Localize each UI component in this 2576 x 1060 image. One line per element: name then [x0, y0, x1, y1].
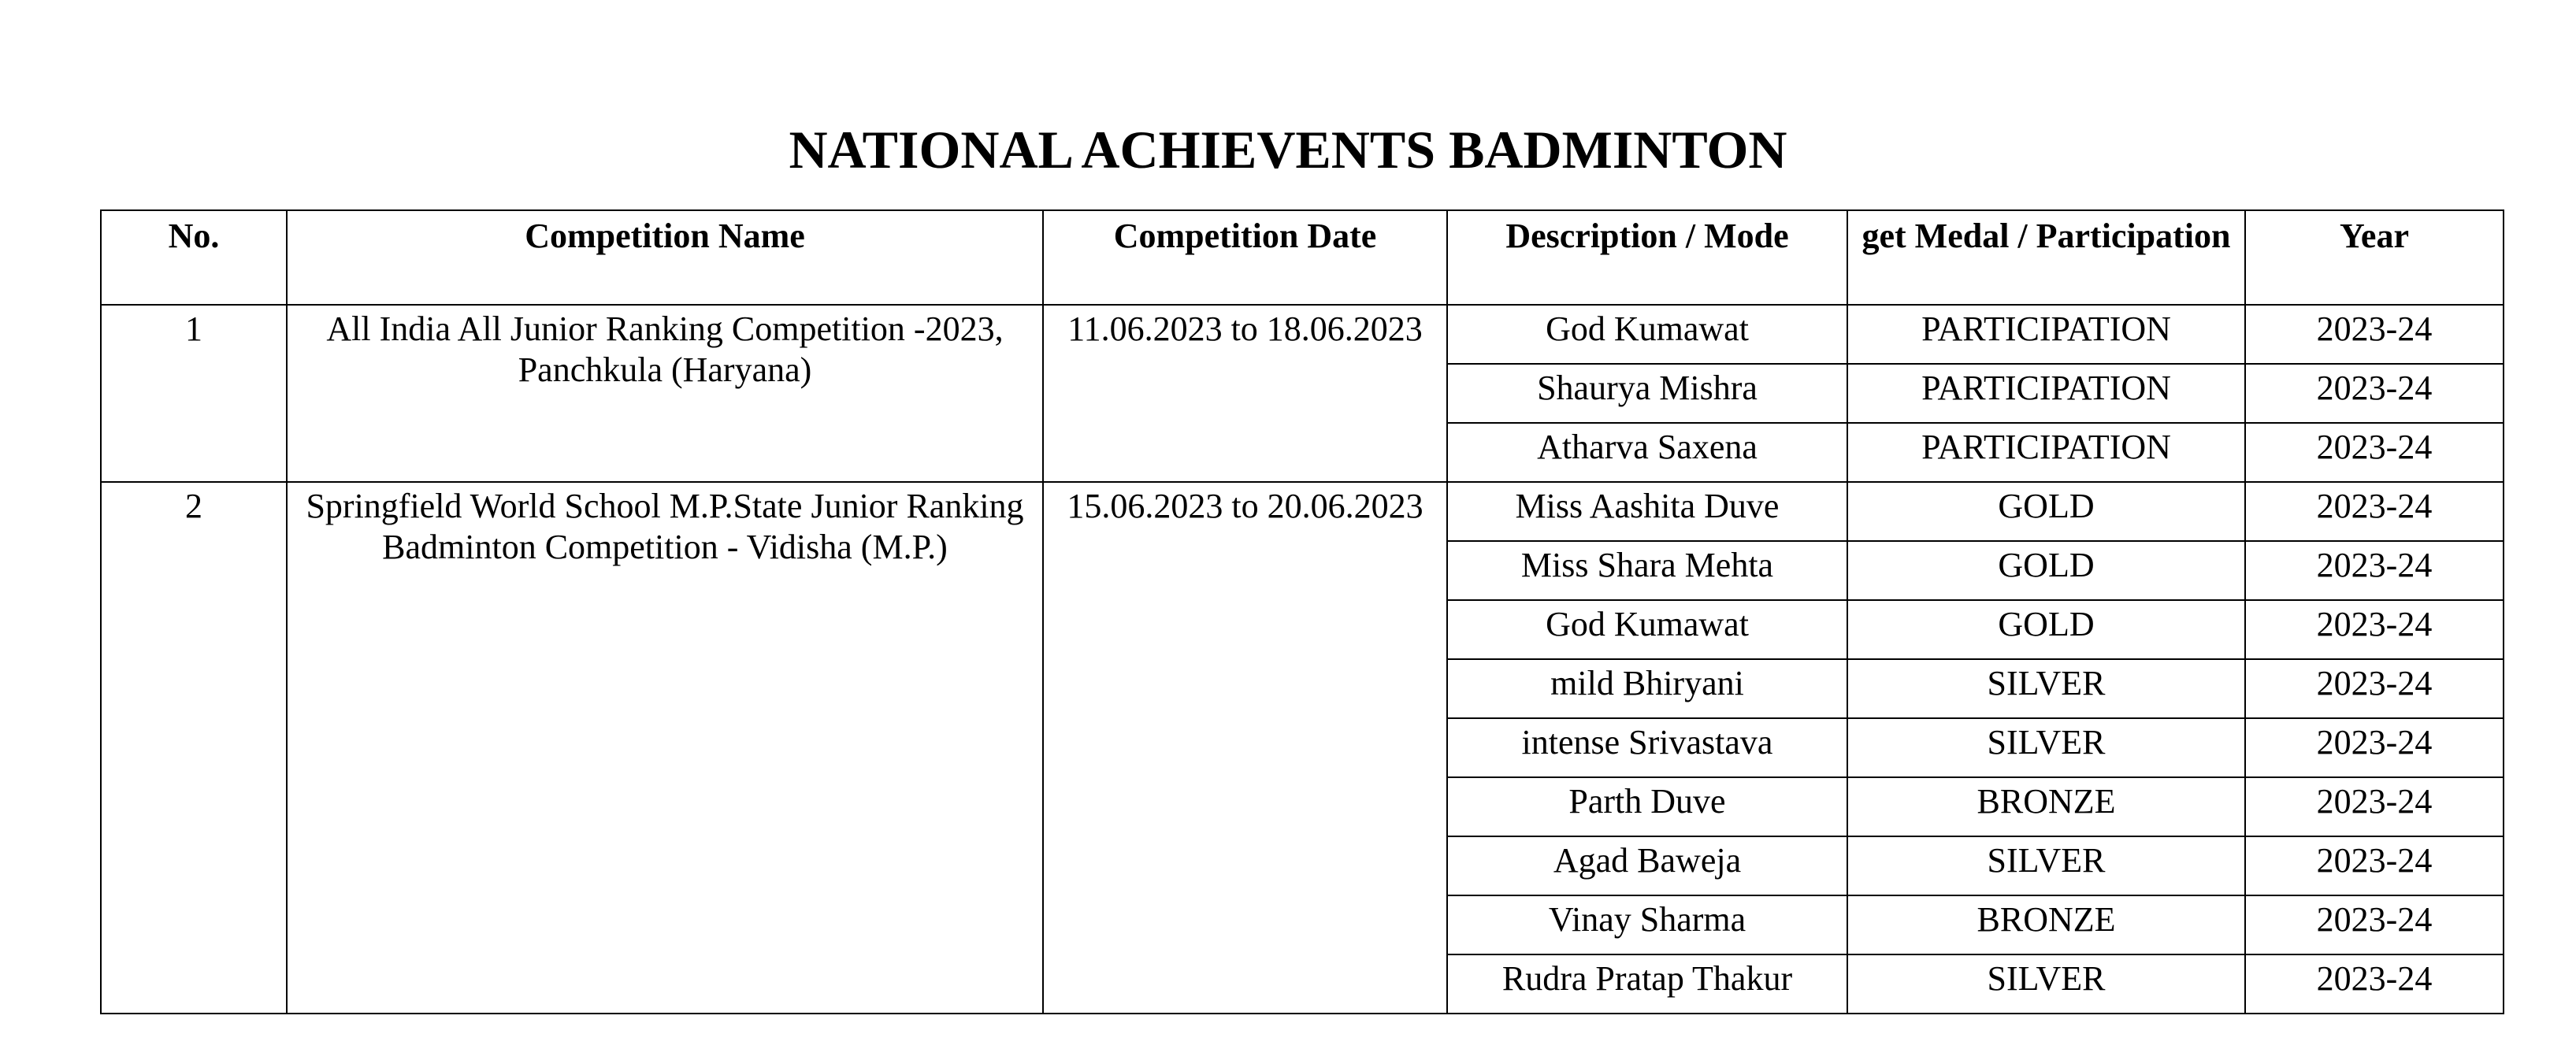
- page-title: NATIONAL ACHIEVENTS BADMINTON: [789, 120, 1787, 180]
- participant-name-cell: intense Srivastava: [1447, 718, 1847, 777]
- achievements-table: [100, 209, 2504, 1014]
- medal-cell: GOLD: [1847, 482, 2245, 541]
- medal-cell: SILVER: [1847, 954, 2245, 1014]
- participant-name-cell: Agad Baweja: [1447, 836, 1847, 895]
- header-competition-date: Competition Date: [1043, 210, 1447, 305]
- header-competition-name: Competition Name: [287, 210, 1043, 305]
- header-no: No.: [101, 210, 287, 305]
- header-year: Year: [2245, 210, 2504, 305]
- participant-name-cell: Atharva Saxena: [1447, 423, 1847, 482]
- year-cell: 2023-24: [2245, 364, 2504, 423]
- medal-cell: GOLD: [1847, 541, 2245, 600]
- participant-name-cell: mild Bhiryani: [1447, 659, 1847, 718]
- competition-name-cell: All India All Junior Ranking Competition -2023, Panchkula (Haryana): [287, 305, 1043, 482]
- medal-cell: SILVER: [1847, 659, 2245, 718]
- table-row: [101, 305, 2504, 364]
- participant-name-cell: Miss Shara Mehta: [1447, 541, 1847, 600]
- year-cell: 2023-24: [2245, 305, 2504, 364]
- header-medal: get Medal / Participation: [1847, 210, 2245, 305]
- participant-name-cell: Shaurya Mishra: [1447, 364, 1847, 423]
- medal-cell: BRONZE: [1847, 777, 2245, 836]
- participant-name-cell: Miss Aashita Duve: [1447, 482, 1847, 541]
- participant-name-cell: Parth Duve: [1447, 777, 1847, 836]
- medal-cell: SILVER: [1847, 718, 2245, 777]
- year-cell: 2023-24: [2245, 423, 2504, 482]
- header-row: [101, 210, 2504, 305]
- medal-cell: SILVER: [1847, 836, 2245, 895]
- year-cell: 2023-24: [2245, 895, 2504, 954]
- year-cell: 2023-24: [2245, 836, 2504, 895]
- competition-date-cell: 15.06.2023 to 20.06.2023: [1043, 482, 1447, 1014]
- participant-name-cell: Vinay Sharma: [1447, 895, 1847, 954]
- medal-cell: PARTICIPATION: [1847, 364, 2245, 423]
- year-cell: 2023-24: [2245, 659, 2504, 718]
- medal-cell: PARTICIPATION: [1847, 305, 2245, 364]
- participant-name-cell: Rudra Pratap Thakur: [1447, 954, 1847, 1014]
- year-cell: 2023-24: [2245, 777, 2504, 836]
- year-cell: 2023-24: [2245, 718, 2504, 777]
- participant-name-cell: God Kumawat: [1447, 305, 1847, 364]
- year-cell: 2023-24: [2245, 541, 2504, 600]
- competition-name-cell: Springfield World School M.P.State Junior Ranking Badminton Competition - Vidisha (M.P.): [287, 482, 1043, 1014]
- competition-number-cell: 2: [101, 482, 287, 1014]
- year-cell: 2023-24: [2245, 600, 2504, 659]
- table-row: [101, 482, 2504, 541]
- participant-name-cell: God Kumawat: [1447, 600, 1847, 659]
- competition-date-cell: 11.06.2023 to 18.06.2023: [1043, 305, 1447, 482]
- header-description: Description / Mode: [1447, 210, 1847, 305]
- medal-cell: PARTICIPATION: [1847, 423, 2245, 482]
- year-cell: 2023-24: [2245, 954, 2504, 1014]
- medal-cell: BRONZE: [1847, 895, 2245, 954]
- year-cell: 2023-24: [2245, 482, 2504, 541]
- table-body: [101, 305, 2504, 1014]
- competition-number-cell: 1: [101, 305, 287, 482]
- medal-cell: GOLD: [1847, 600, 2245, 659]
